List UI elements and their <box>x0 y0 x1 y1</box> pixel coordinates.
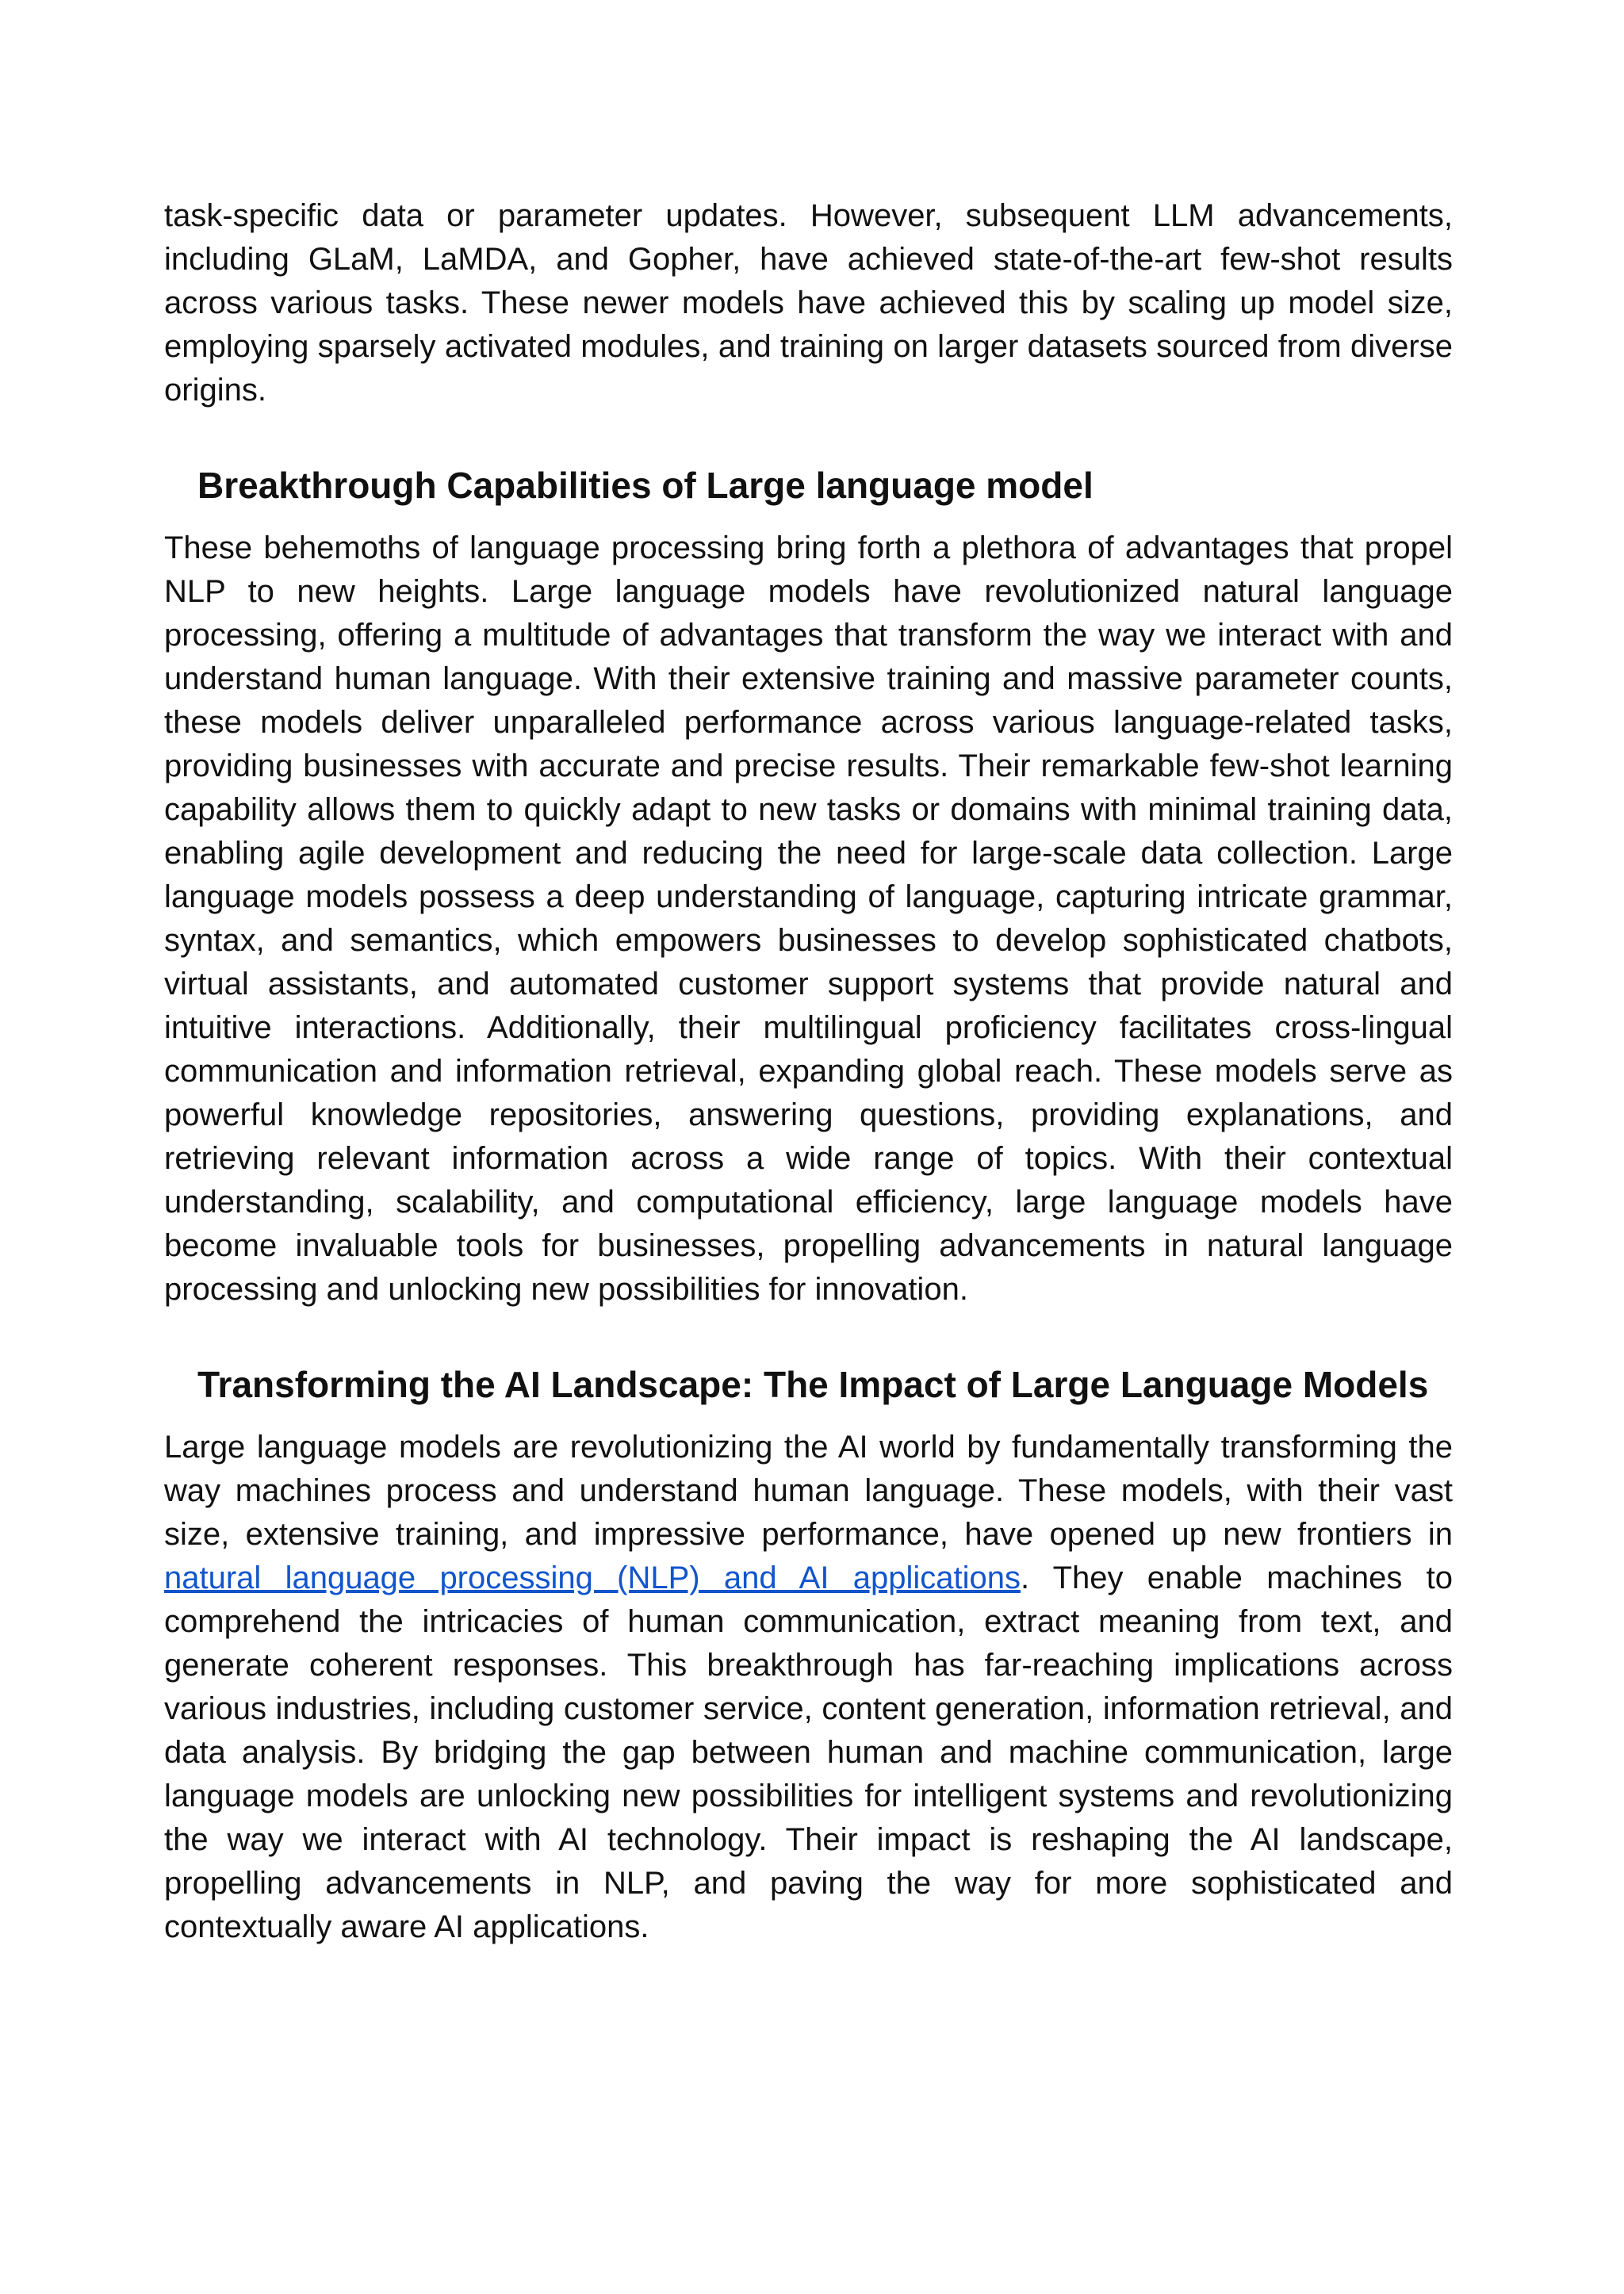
intro-paragraph: task-specific data or parameter updates. However, subsequent LLM advancements, including GLaM, LaMDA, and Gopher, have achieved state-of-the-art few-shot results across various tasks. These newer models have achieved this by scaling up model size, employing sparsely activated modules, and training on larger datasets sourced from diverse origins. <box>164 198 1453 408</box>
document-body <box>164 194 1453 1949</box>
transforming-ai-landscape-paragraph <box>164 1426 1453 1949</box>
nlp-ai-applications-link[interactable]: natural language processing (NLP) and AI applications <box>164 1561 1021 1595</box>
section-heading-transforming-ai-landscape: Transforming the AI Landscape: The Impact of Large Language Models <box>197 1364 1429 1405</box>
breakthrough-capabilities-paragraph: These behemoths of language processing bring forth a plethora of advantages that propel NLP to new heights. Large language models have revolutionized natural language processing, offering a multitude of advantages that transform the way we interact with and understand human language. With their extensive training and massive parameter counts, these models deliver unparalleled performance across various language-related tasks, providing businesses with accurate and precise results. Their remarkable few-shot learning capability allows them to quickly adapt to new tasks or domains with minimal training data, enabling agile development and reducing the need for large-scale data collection. Large language models possess a deep understanding of language, capturing intricate grammar, syntax, and semantics, which empowers businesses to develop sophisticated chatbots, virtual assistants, and automated customer support systems that provide natural and intuitive interactions. Additionally, their multilingual proficiency facilitates cross-lingual communication and information retrieval, expanding global reach. These models serve as powerful knowledge repositories, answering questions, providing explanations, and retrieving relevant information across a wide range of topics. With their contextual understanding, scalability, and computational efficiency, large language models have become invaluable tools for businesses, propelling advancements in natural language processing and unlocking new possibilities for innovation. <box>164 530 1453 1307</box>
paragraph-text-after-link: . They enable machines to comprehend the intricacies of human communication, extract meaning from text, and generate coherent responses. This breakthrough has far-reaching implications across various industries, including customer service, content generation, information retrieval, and data analysis. By bridging the gap between human and machine communication, large language models are unlocking new possibilities for intelligent systems and revolutionizing the way we interact with AI technology. Their impact is reshaping the AI landscape, propelling advancements in NLP, and paving the way for more sophisticated and contextually aware AI applications. <box>164 1561 1454 1944</box>
paragraph-text-before-link: Large language models are revolutionizing the AI world by fundamentally transforming the way machines process and understand human language. These models, with their vast size, extensive training, and impressive performance, have opened up new frontiers in <box>164 1430 1453 1552</box>
section-heading-breakthrough-capabilities: Breakthrough Capabilities of Large language model <box>197 465 1094 506</box>
